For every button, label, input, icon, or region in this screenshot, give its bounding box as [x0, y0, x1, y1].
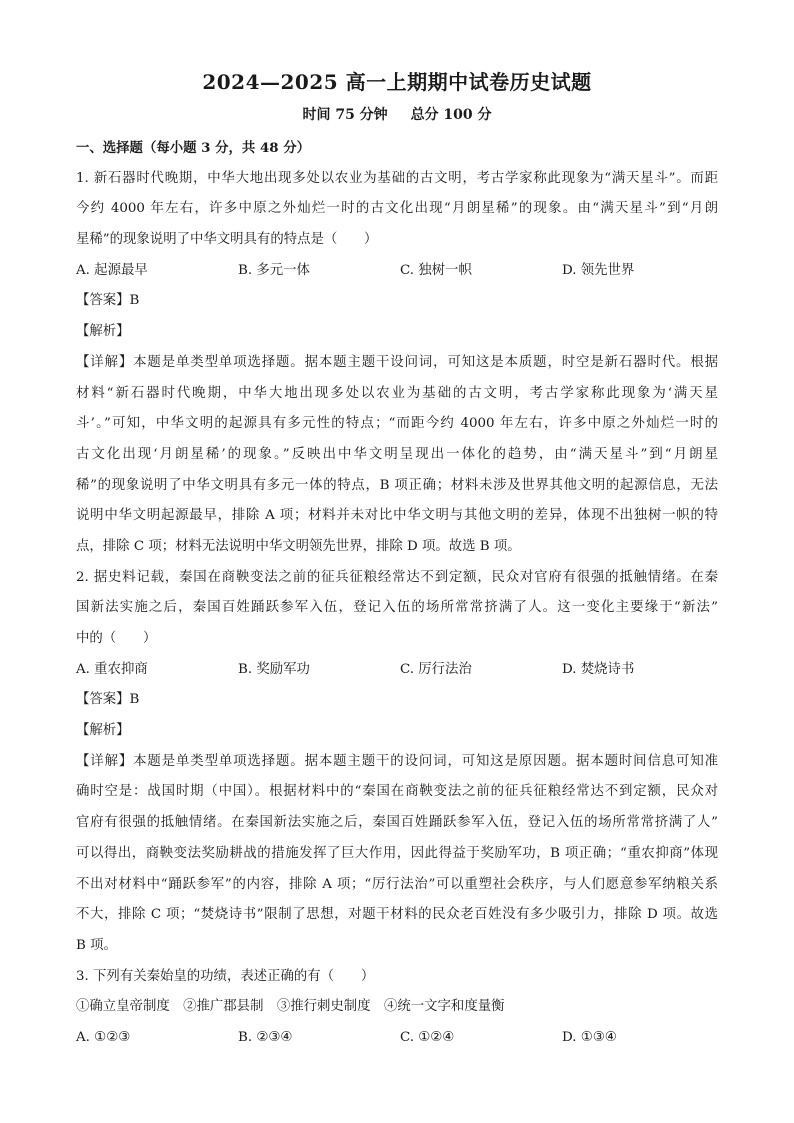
analysis-line: 不大，排除 C 项；“焚烧诗书”限制了思想，对题干材料的民众老百姓没有多少吸引力，排除 D 项。故选: [76, 907, 718, 923]
question-1: [76, 164, 718, 563]
option-a: A. 重农抑商: [76, 661, 148, 677]
exam-time: 时间 75 分钟: [302, 107, 388, 123]
analysis-line: 官府有很强的抵触情绪。在秦国新法实施之后，秦国百姓踊跃参军入伍，登记入伍的场所常常挤满了人”: [76, 815, 718, 831]
analysis-label: 【解析】: [76, 723, 130, 739]
analysis-line: 斗’。”可知，中华文明的起源具有多元性的特点；“而距今约 4000 年左右，许多中原之外灿烂一时的: [76, 416, 718, 432]
question-3: [76, 962, 718, 1054]
option-d: D. 焚烧诗书: [562, 661, 635, 677]
question-text-line: 2. 据史料记载，秦国在商鞅变法之前的征兵征粮经常达不到定额，民众对官府有很强的抵触情绪。在秦: [76, 569, 718, 585]
option-b: B. 奖励军功: [238, 661, 310, 677]
option-c: C. ①②④: [400, 1029, 455, 1045]
option-d: D. ①③④: [562, 1029, 617, 1045]
analysis-line: 稀”的现象说明了中华文明具有多元一体的特点，B 项正确；材料未涉及世界其他文明的起源信息，无法: [76, 477, 718, 493]
options-row: [76, 655, 718, 686]
option-c: C. 独树一帜: [400, 262, 472, 278]
analysis-line: 【详解】本题是单类型单项选择题。据本题主题干的设问词，可知这是原因题。据本题时间信息可知准: [76, 753, 718, 769]
page-title: 2024—2025 高一上期期中试卷历史试题: [202, 70, 592, 94]
question-text-line: 国新法实施之后，秦国百姓踊跃参军入伍，登记入伍的场所常常挤满了人。这一变化主要缘于“新法”: [76, 600, 718, 616]
analysis-line: 不出对材料中“踊跃参军”的内容，排除 A 项；“厉行法治”可以重塑社会秩序，与人们愿意参军纳粮关系: [76, 876, 718, 892]
question-text-line: ①确立皇帝制度 ②推广郡县制 ③推行刺史制度 ④统一文字和度量衡: [76, 999, 505, 1015]
analysis-label: 【解析】: [76, 324, 130, 340]
analysis-line: 确时空是：战国时期（中国）。根据材料中的“秦国在商鞅变法之前的征兵征粮经常达不到定额，民众对: [76, 784, 718, 800]
option-c: C. 厉行法治: [400, 661, 472, 677]
options-row: [76, 1023, 718, 1054]
question-text-line: 3. 下列有关秦始皇的功绩，表述正确的有（ ）: [76, 968, 375, 984]
option-a: A. 起源最早: [76, 262, 148, 278]
question-text-line: 1. 新石器时代晚期，中华大地出现多处以农业为基础的古文明，考古学家称此现象为“满天星斗”。而距: [76, 170, 718, 186]
exam-meta: [0, 104, 794, 124]
question-text-line: 今约 4000 年左右，许多中原之外灿烂一时的古文化出现“月朗星稀”的现象。由“满天星斗”到“月朗: [76, 201, 718, 217]
document-body: [76, 133, 718, 1054]
analysis-line: 可以得出，商鞅变法奖励耕战的措施发挥了巨大作用，因此得益于奖励军功，B 项正确；“重农抑商”体现: [76, 845, 718, 861]
option-b: B. ②③④: [238, 1029, 293, 1045]
question-text-line: 星稀”的现象说明了中华文明具有的特点是（ ）: [76, 232, 378, 248]
analysis-line: 点，排除 C 项；材料无法说明中华文明领先世界，排除 D 项。故选 B 项。: [76, 538, 521, 554]
options-row: [76, 256, 718, 287]
question-2: [76, 563, 718, 962]
analysis-line: 【详解】本题是单类型单项选择题。据本题主题干设问词，可知这是本质题，时空是新石器时代。根据: [76, 354, 718, 370]
option-d: D. 领先世界: [562, 262, 635, 278]
question-text-line: 中的（ ）: [76, 631, 157, 646]
analysis-line: 材料“新石器时代晚期，中华大地出现多处以农业为基础的古文明，考古学家称此现象为‘满天星: [76, 385, 718, 401]
analysis-line: B 项。: [76, 937, 117, 953]
analysis-line: 说明中华文明起源最早，排除 A 项；材料并未对比中华文明与其他文明的差异，体现不出独树一帜的特: [76, 508, 718, 524]
answer-label: 【答案】B: [76, 293, 140, 309]
option-b: B. 多元一体: [238, 262, 310, 278]
analysis-line: 古文化出现‘月朗星稀’的现象。”反映出中华文明呈现出一体化的趋势，由“满天星斗”到“月朗星: [76, 446, 718, 462]
answer-label: 【答案】B: [76, 692, 140, 708]
exam-total-score: 总分 100 分: [410, 107, 492, 123]
option-a: A. ①②③: [76, 1029, 131, 1045]
section-heading: 一、选择题（每小题 3 分，共 48 分）: [76, 140, 311, 156]
